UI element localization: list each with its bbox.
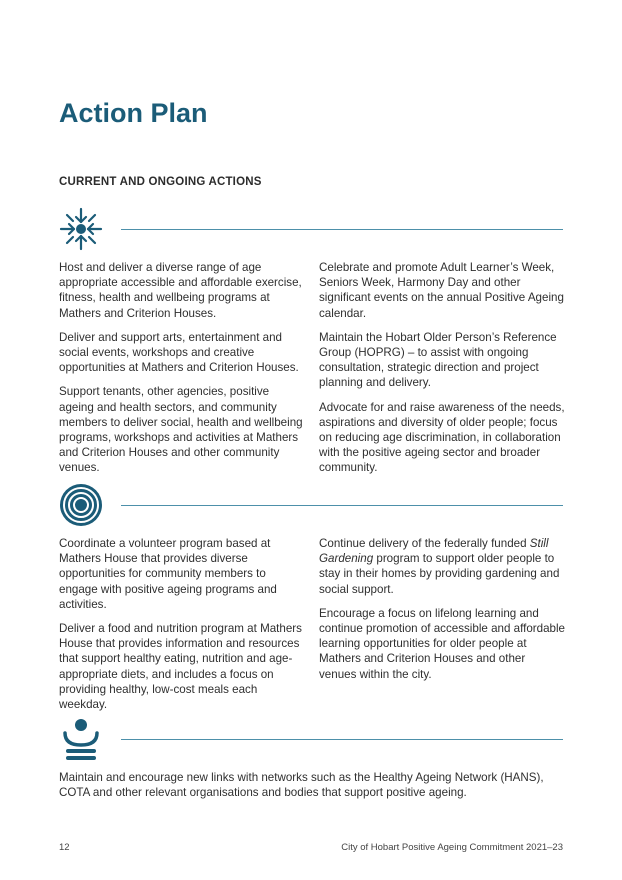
action-item: Host and deliver a diverse range of age appropriate accessible and affordable exercise, fitness, health and wellbeing programs at Mathers and Criterion Houses. [59,261,302,320]
action-item: Celebrate and promote Adult Learner’s Week, Seniors Week, Harmony Day and other significant events on the annual Positive Ageing calendar. [319,261,564,320]
section1-left-column [59,260,305,485]
person-waves-icon [59,717,103,761]
section2-right-column [319,536,565,691]
section1-right-column [319,260,565,485]
section-subtitle: CURRENT AND ONGOING ACTIONS [59,176,262,188]
section-divider [121,505,563,506]
page-number: 12 [59,842,70,853]
section-divider [121,739,563,740]
action-text: Continue delivery of the federally funded [319,537,530,550]
action-item: Deliver and support arts, entertainment and social events, workshops and creative opportunities at Mathers and Criterion Houses. [59,330,299,375]
page-title: Action Plan [59,98,208,128]
action-item: Maintain and encourage new links with networks such as the Healthy Ageing Network (HANS), COTA and other relevant organisations and bodies that support positive ageing. [59,771,544,800]
action-item: Encourage a focus on lifelong learning and continue promotion of accessible and affordable learning opportunities for older people at Mathers and Criterion Houses and other venues within the city. [319,606,565,681]
action-item: Coordinate a volunteer program based at Mathers House that provides diverse opportunities for community members to engage with positive ageing programs and activities. [59,537,277,611]
action-item: Support tenants, other agencies, positive ageing and health sectors, and community members to deliver social, health and wellbeing programs, workshops and activities at Mathers and Criterion Houses and other community venues. [59,385,303,475]
action-item: Maintain the Hobart Older Person’s Reference Group (HOPRG) – to assist with ongoing consultation, strategic direction and project planning and delivery. [319,330,557,390]
publication-title: City of Hobart Positive Ageing Commitment 2021–23 [341,842,563,853]
action-item: Advocate for and raise awareness of the needs, aspirations and diversity of older people; focus on reducing age discrimination, in collaboration with the positive ageing sector and broader community. [319,400,565,475]
concentric-circles-icon [59,483,103,527]
action-text: program to support older people to stay in their homes by providing gardening and social support. [319,552,560,596]
section2-left-column [59,536,305,721]
action-item: Deliver a food and nutrition program at Mathers House that provides information and resources that support healthy eating, nutrition and age-appropriate diets, and includes a focus on providing healthy, low-cost meals each weekday. [59,622,302,712]
arrows-converging-dot-icon [59,207,103,251]
section-divider [121,229,563,230]
program-name: Still Gardening [319,537,549,566]
action-item [319,536,565,597]
